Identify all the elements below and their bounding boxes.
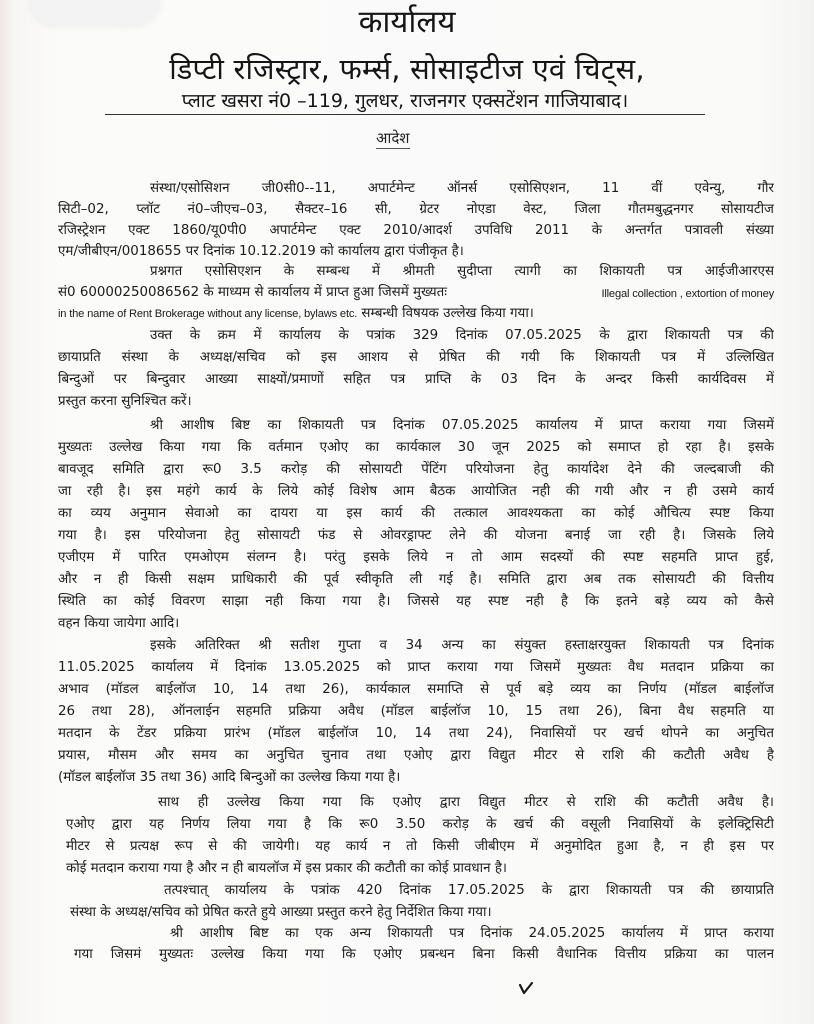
para4-line5: का व्यय अनुमान सेवाओ का दायरा या इस कार्य की तत्काल आवश्यकता का कोई औचित्य स्पष्ट किया [58, 506, 774, 521]
para4-line7: एजीएम में पारित एमओएम संलग्न है। परंतु इसके लिये न तो आम सदस्यों की स्पष्ट सहमति प्राप्त हुई, [58, 550, 774, 565]
para1-line4: एम/जीबीएन/0018655 पर दिनांक 10.12.2019 को कार्यालय द्वारा पंजीकृत है। [58, 244, 464, 259]
para8-line2: गया जिसमं मुख्यतः उल्लेख किया गया कि एओए प्रबन्धन बिना किसी वैधानिक वित्तीय प्रक्रिया का पालन [74, 947, 774, 962]
para6-line3: मीटर से प्रत्यक्ष रूप से की जायेगी। यह कार्य न तो किसी जीबीएम में अनुमोदित हुआ है, न ही इस पर [66, 839, 774, 854]
para5-line5: मतदान के टेंडर प्रक्रिया प्रारंभ (मॉडल बाईलॉज 10, 14 तथा 24), निवासियों पर खर्च थोपने का अनुचित [58, 726, 774, 741]
order-title: आदेश [376, 129, 410, 147]
para5-line4: 26 तथा 28), ऑनलाईन सहमति प्रक्रिया अवैध (मॉडल बाईलॉज 10, 15 तथा 26), बिना वैध सहमति या [58, 704, 774, 719]
para7-line2: संस्था के अध्यक्ष/सचिव को प्रेषित करते हुये आख्या प्रस्तुत करने हेतु निर्देशित किया गया। [70, 905, 492, 920]
para5-line6: प्रयास, मौसम और समय का अनुचित चुनाव तथा एओए द्वारा विद्युत मीटर से राशि की कटौती अवैध है [58, 748, 774, 763]
para1-line3: रजिस्ट्रेशन एक्ट 1860/यू0पी0 अपार्टमेन्ट एक्ट 2010/आदर्श उपविधि 2011 के अन्तर्गत पत्रावली संख्या [58, 223, 774, 238]
para2-line2-hindi: सं0 60000250086562 के माध्यम से कार्यालय में प्राप्त हुआ जिसमें मुख्यतः [58, 285, 447, 300]
para3-line2: छायाप्रति संस्था के अध्यक्ष/सचिव को इस आशय से प्रेषित की गयी कि शिकायती पत्र में उल्लिखित [58, 350, 774, 365]
para4-line3: बावजूद समिति द्वारा रू0 3.5 करोड़ की सोसायटी पेंटिंग परियोजना हेतु कार्यादेश देने की जल्दबाजी की [58, 462, 774, 477]
para6-line2: एओए द्वारा यह निर्णय लिया गया है कि रू0 3.50 करोड़ के खर्च की वसूली निवासियों के इलेक्ट्रिसिटी [66, 817, 774, 832]
para2-line3 [58, 305, 774, 323]
para2-english-2: in the name of Rent Brokerage without any license, bylaws etc. [58, 308, 358, 320]
department-heading: डिप्टी रजिस्ट्रार, फर्म्स, सोसाइटीज एवं चिट्स, [169, 52, 645, 86]
para6-line4: कोई मतदान कराया गया है और न ही बायलॉज में इस प्रकार की कटौती का कोई प्रावधान है। [66, 861, 508, 876]
para2-line2 [58, 284, 774, 302]
office-address: प्लाट खसरा नं0 –119, गुलधर, राजनगर एक्सटेंशन गाजियाबाद। [105, 88, 705, 115]
para4-line9: स्थिति का कोई विवरण साझा नही किया गया है। जिससे यह स्पष्ट नही है कि इतने बड़े व्यय को कैसे [58, 594, 774, 609]
para4-line1: श्री आशीष बिष्ट का शिकायती पत्र दिनांक 07.05.2025 कार्यालय में प्राप्त कराया गया जिसमें [150, 418, 774, 433]
para1-line1: संस्था/एसोसिशन जी0सी0--11, अपार्टमेन्ट ऑनर्स एसोसिएशन, 11 वीं एवेन्यु, गौर [150, 181, 774, 196]
para5-line3: अभाव (मॉडल बाईलॉज 10, 14 तथा 26), कार्यकाल समाप्ति से पूर्व बड़े व्यय का निर्णय (मॉडल बाईलॉज [58, 682, 774, 697]
para2-english-1: Illegal collection , extortion of money [601, 288, 774, 300]
para4-line4: जा रही है। इस महंगे कार्य के लिये कोई विशेष आम बैठक आयोजित नही की गयी और न ही उसमे कार्य [58, 484, 774, 499]
para3-line3: बिन्दुओं पर बिन्दुवार आख्या साक्ष्यों/प्रमाणों सहित पत्र प्राप्ति के 03 दिन के अन्दर किसी कार्यदिवस में [58, 372, 774, 387]
para3-line4: प्रस्तुत करना सुनिश्चित करें। [58, 394, 192, 409]
check-mark-icon [518, 980, 534, 996]
para3-line1: उक्त के क्रम में कार्यालय के पत्रांक 329 दिनांक 07.05.2025 के द्वारा शिकायती पत्र की [150, 328, 774, 343]
para5-line2: 11.05.2025 कार्यालय में दिनांक 13.05.2025 को प्राप्त कराया गया जिसमें मुख्यतः वैध मतदान प्रक्रिया का [58, 660, 774, 675]
para4-line10: वहन किया जायेगा आदि। [58, 616, 180, 631]
para5-line7: (मॉडल बाईलॉज 35 तथा 36) आदि बिन्दुओं का उल्लेख किया गया है। [58, 770, 401, 785]
para6-line1: साथ ही उल्लेख किया गया कि एओए द्वारा विद्युत मीटर से राशि की कटौती अवैध है। [158, 795, 774, 810]
para4-line2: मुख्यतः उल्लेख किया गया कि वर्तमान एओए का कार्यकाल 30 जून 2025 को समाप्त हो रहा है। इसके [58, 440, 774, 455]
para2-line1: प्रश्नगत एसोसिएशन के सम्बन्ध में श्रीमती सुदीप्ता त्यागी का शिकायती पत्र आईजीआरएस [150, 264, 774, 279]
para4-line8: और न ही किसी सक्षम प्राधिकारी की पूर्व स्वीकृति ली गई है। समिति द्वारा अब तक सोसायटी की वित्तीय [58, 572, 774, 587]
para2-line3-hindi: सम्बन्धी विषयक उल्लेख किया गया। [361, 306, 534, 321]
office-heading: कार्यालय [358, 4, 456, 40]
para4-line6: गया है। इस परियोजना हेतु सोसायटी फंड से ओवरड्राफ्ट लेने की योजना बनाई जा रही है। जिसके लिये [58, 528, 774, 543]
para5-line1: इसके अतिरिक्त श्री सतीश गुप्ता व 34 अन्य का संयुक्त हस्ताक्षरयुक्त शिकायती पत्र दिनांक [150, 638, 774, 653]
para8-line1: श्री आशीष बिष्ट का एक अन्य शिकायती पत्र दिनांक 24.05.2025 कार्यालय में प्राप्त कराया [170, 926, 774, 941]
para7-line1: तत्पश्चात् कार्यालय के पत्रांक 420 दिनांक 17.05.2025 के द्वारा शिकायती पत्र की छायाप्रति [164, 883, 774, 898]
para1-line2: सिटी–02, प्लॉट नं0–जीएच–03, सैक्टर–16 सी, ग्रेटर नोएडा वेस्ट, जिला गौतमबुद्धनगर सोसायटीज [58, 202, 774, 217]
